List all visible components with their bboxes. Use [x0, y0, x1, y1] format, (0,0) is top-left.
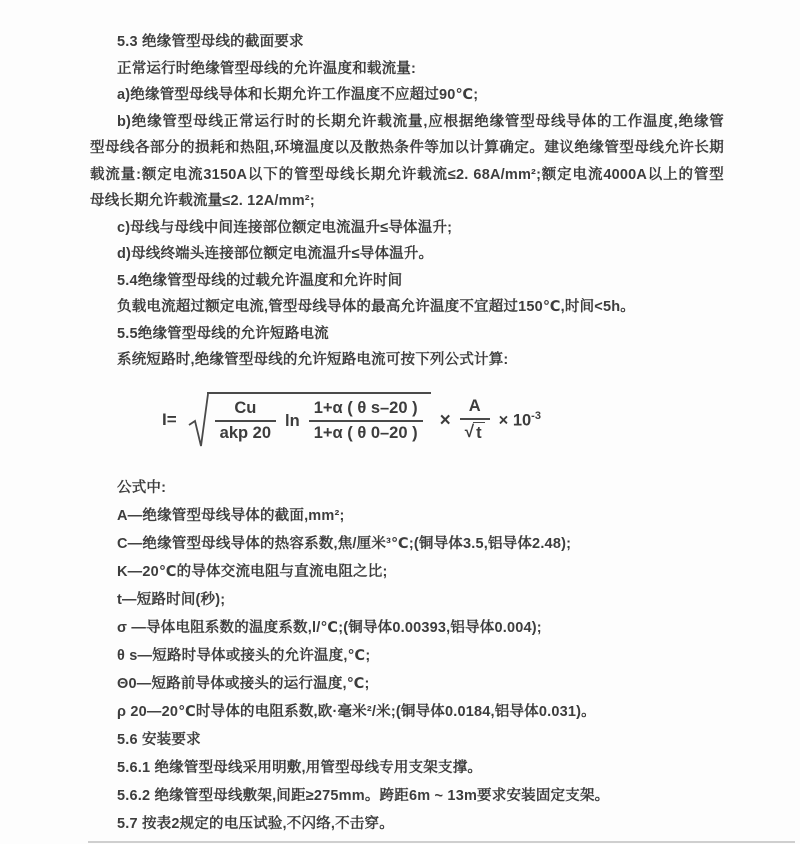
- section-5-3-to-5-5: [90, 29, 724, 374]
- heading-5-5: 5.5绝缘管型母线的允许短路电流: [117, 325, 329, 342]
- power-base: 10: [512, 411, 532, 430]
- small-radical-icon: √: [464, 422, 475, 441]
- fraction-cu: [215, 399, 276, 443]
- item-c: c)母线与母线中间连接部位额定电流温升≤导体温升;: [117, 219, 453, 236]
- heading-5-4: 5.4绝缘管型母线的过载允许温度和允许时间: [117, 272, 403, 289]
- legend-K: K—20℃的导体交流电阻与直流电阻之比;: [117, 564, 388, 580]
- para-5-4: 负载电流超过额定电流,管型母线导体的最高允许温度不宜超过150℃,时间<5h。: [117, 299, 635, 315]
- legend-theta-s: θ s—短路时导体或接头的允许温度,℃;: [117, 648, 371, 664]
- power-exponent: -3: [531, 409, 541, 422]
- item-a: a)绝缘管型母线导体和长期允许工作温度不应超过90℃;: [117, 87, 479, 103]
- item-b-line-1: b)绝缘管型母线正常运行时的长期允许载流量,应根据绝缘管型母线导体的工作温度,绝缘管: [117, 113, 724, 130]
- formula-lhs: I=: [162, 410, 177, 429]
- para-5-7: 5.7 按表2规定的电压试验,不闪络,不击穿。: [117, 816, 394, 832]
- para-5-6-1: 5.6.1 绝缘管型母线采用明敷,用管型母线专用支架支撑。: [117, 760, 483, 776]
- radicand: [207, 392, 431, 443]
- item-b-line-4: 母线长期允许载流量≤2. 12A/mm²;: [90, 193, 315, 209]
- next-table-top-border: [88, 841, 795, 843]
- legend-theta-0: Θ0—短路前导体或接头的运行温度,℃;: [117, 676, 370, 692]
- fraction-a-denominator: [460, 418, 490, 443]
- legend-sigma: σ —导体电阻系数的温度系数,l/℃;(铜导体0.00393,铝导体0.004);: [117, 620, 542, 636]
- fraction-a-over-sqrt-t: [460, 397, 490, 443]
- item-d: d)母线终端头连接部位额定电流温升≤导体温升。: [117, 246, 434, 262]
- radical-icon: [188, 392, 209, 448]
- sqrt-t-arg: t: [473, 422, 485, 443]
- heading-5-3: 5.3 绝缘管型母线的截面要求: [117, 34, 304, 50]
- legend-heading: 公式中:: [117, 480, 167, 496]
- multiply-sign: ×: [439, 409, 451, 431]
- ln-operator: ln: [285, 411, 300, 430]
- para-5-5: 系统短路时,绝缘管型母线的允许短路电流可按下列公式计算:: [117, 352, 509, 368]
- item-b-line-3: 载流量:额定电流3150A以下的管型母线长期允许载流≤2. 68A/mm²;额定电流4000A以上的管型: [90, 166, 724, 183]
- item-b-line-2: 型母线各部分的损耗和热阻,环境温度以及散热条件等加以计算确定。建议绝缘管型母线允许长期: [90, 140, 724, 156]
- legend-rho-20: ρ 20—20℃时导体的电阻系数,欧·毫米²/米;(铜导体0.0184,铝导体0.031)。: [117, 704, 596, 720]
- fraction-cu-numerator: Cu: [234, 399, 257, 418]
- fraction-cu-denominator: akp 20: [215, 420, 276, 443]
- fraction-a-numerator: A: [468, 397, 481, 416]
- legend-C: C—绝缘管型母线导体的热容系数,焦/厘米³℃;(铜导体3.5,铝导体2.48);: [117, 536, 572, 552]
- formula-legend-and-section-5-6: [90, 474, 724, 838]
- short-circuit-current-formula: [162, 392, 541, 448]
- heading-5-6: 5.6 安装要求: [117, 732, 201, 748]
- legend-A: A—绝缘管型母线导体的截面,mm²;: [117, 508, 345, 524]
- fraction-theta-numerator: 1+α ( θ s–20 ): [313, 399, 418, 418]
- fraction-theta: [309, 399, 423, 443]
- multiply-sign-2: ×: [498, 411, 513, 430]
- legend-t: t—短路时间(秒);: [117, 592, 226, 608]
- para-5-6-2: 5.6.2 绝缘管型母线敷架,间距≥275mm。跨距6m ~ 13m要求安装固定支架。: [117, 788, 610, 804]
- sqrt-t: [465, 422, 485, 443]
- fraction-theta-denominator: 1+α ( θ 0–20 ): [309, 420, 423, 443]
- radical-group: [188, 392, 431, 448]
- power-term: [499, 410, 541, 431]
- para-intro: 正常运行时绝缘管型母线的允许温度和载流量:: [117, 60, 417, 77]
